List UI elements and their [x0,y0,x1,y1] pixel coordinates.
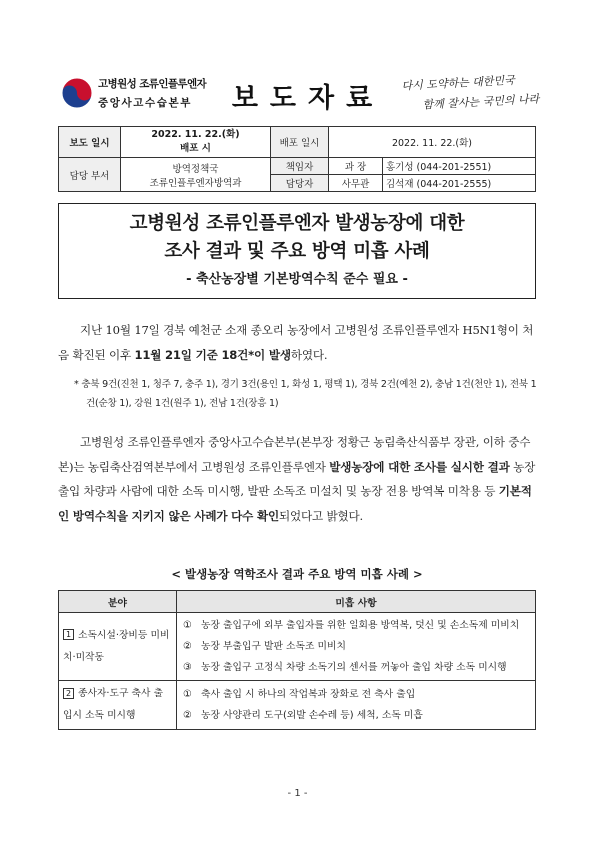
issues-cell [177,613,536,681]
column-header-issues: 미흡 사항 [177,591,536,613]
department-bureau: 방역정책국 [172,163,219,175]
p1-text-a: 지난 10월 17일 경북 예천군 소재 종오리 농장에서 고병원성 조류인플루엔자 H5N1형이 처음 확진된 이후 [58,323,534,362]
responsible-contact: 홍기성 (044-201-2551) [383,158,536,175]
item-marker: ① [183,620,192,631]
item-text: 농장 출입구에 외부 출입자를 위한 일회용 방역복, 덧신 및 손소독제 미비치 [201,620,520,631]
p2-highlight-1: 발생농장에 대한 조사를 실시한 결과 [329,459,510,474]
category-label: 소독시설·장비등 미비치·미작동 [63,629,170,663]
org-name-line2: 중앙사고수습본부 [98,97,192,109]
column-header-category: 분야 [59,591,177,613]
distribution-date-label: 배포 일시 [271,127,329,158]
department-division: 조류인플루엔자방역과 [149,177,242,189]
p2-text-e: 되었다고 밝혔다. [279,508,363,523]
list-item [181,705,531,726]
p2-text-c: 농장 출입 차량과 사람에 대한 소독 미시행, 발판 소독조 미설치 및 농장 전용 방역복 미착용 등 [58,459,536,498]
agency-logo [58,66,206,120]
item-text: 농장 부출입구 발판 소독조 미비치 [201,641,346,652]
category-label: 종사자·도구 축사 출입시 소독 미시행 [63,688,164,721]
findings-section-title: < 발생농장 역학조사 결과 주요 방역 미흡 사례 > [171,567,423,581]
p1-text-c: 하였다. [290,347,328,362]
item-marker: ② [183,641,192,652]
department-cell [121,158,271,192]
item-marker: ② [183,710,192,721]
paragraph-investigation [58,430,538,528]
p2-text-a: 고병원성 조류인플루엔자 중앙사고수습본부(본부장 정황근 농림축산식품부 장관, 이하 중수본)는 농림축산검역본부에서 고병원성 조류인플루엔자 [58,435,531,474]
press-date-label: 보도 일시 [59,127,121,158]
category-number-badge: 2 [63,688,74,699]
press-date: 2022. 11. 22.(화) [151,129,240,140]
item-marker: ① [183,689,192,700]
government-slogan [395,70,547,114]
org-name-line1: 고병원성 조류인플루엔자 [98,78,207,90]
contact-person-label: 담당자 [271,175,329,192]
findings-header-row [59,591,536,613]
headline-line2: 조사 결과 및 주요 방역 미흡 사례 [164,241,430,262]
page-number: - 1 - [287,788,308,799]
paragraph-outbreak-status [58,318,538,367]
department-label: 담당 부서 [59,158,121,192]
slogan-line2: 함께 잘사는 국민의 나라 [422,92,540,112]
item-marker: ③ [183,662,192,673]
p2-highlight-2: 기본적인 방역수칙을 지키지 않은 사례가 다수 확인 [58,484,532,523]
distribution-date: 2022. 11. 22.(화) [329,127,536,158]
list-item [181,657,531,678]
category-cell [59,681,177,730]
outbreak-footnote: * 충북 9건(진천 1, 청주 7, 충주 1), 경기 3건(용인 1, 화성 1, 평택 1), 경북 2건(예천 2), 충남 1건(천안 1), 전북 1건(순창 1), 강원 1건(원주 1), 전남 1건(장흥 1) [74,379,537,409]
taegeuk-emblem-icon [60,76,94,110]
findings-table [58,590,536,730]
headline-box [58,203,536,299]
category-cell [59,613,177,681]
list-item [181,636,531,657]
press-time: 배포 시 [180,143,211,154]
responsible-title: 과 장 [329,158,383,175]
list-item [181,684,531,705]
issues-cell [177,681,536,730]
p1-highlight: 11월 21일 기준 18건*이 발생 [134,347,291,362]
item-text: 축사 출입 시 하나의 작업복과 장화로 전 축사 출입 [201,689,416,700]
slogan-line1: 다시 도약하는 대한민국 [401,73,516,93]
list-item [181,615,531,636]
document-type-title: 보도자료 [231,83,385,114]
responsible-label: 책임자 [271,158,329,175]
press-release-header [58,62,540,124]
contact-person-title: 사무관 [329,175,383,192]
item-text: 농장 사양관리 도구(외발 손수레 등) 세척, 소독 미흡 [201,710,423,721]
press-date-cell [121,127,271,158]
release-info-table [58,126,536,192]
item-text: 농장 출입구 고정식 차량 소독기의 센서를 꺼놓아 출입 차량 소독 미시행 [201,662,507,673]
contact-person-contact: 김석재 (044-201-2555) [383,175,536,192]
category-number-badge: 1 [63,629,74,640]
subheadline: - 축산농장별 기본방역수칙 준수 필요 - [186,272,408,287]
headline-line1: 고병원성 조류인플루엔자 발생농장에 대한 [129,213,465,234]
table-row [59,613,536,681]
table-row [59,681,536,730]
